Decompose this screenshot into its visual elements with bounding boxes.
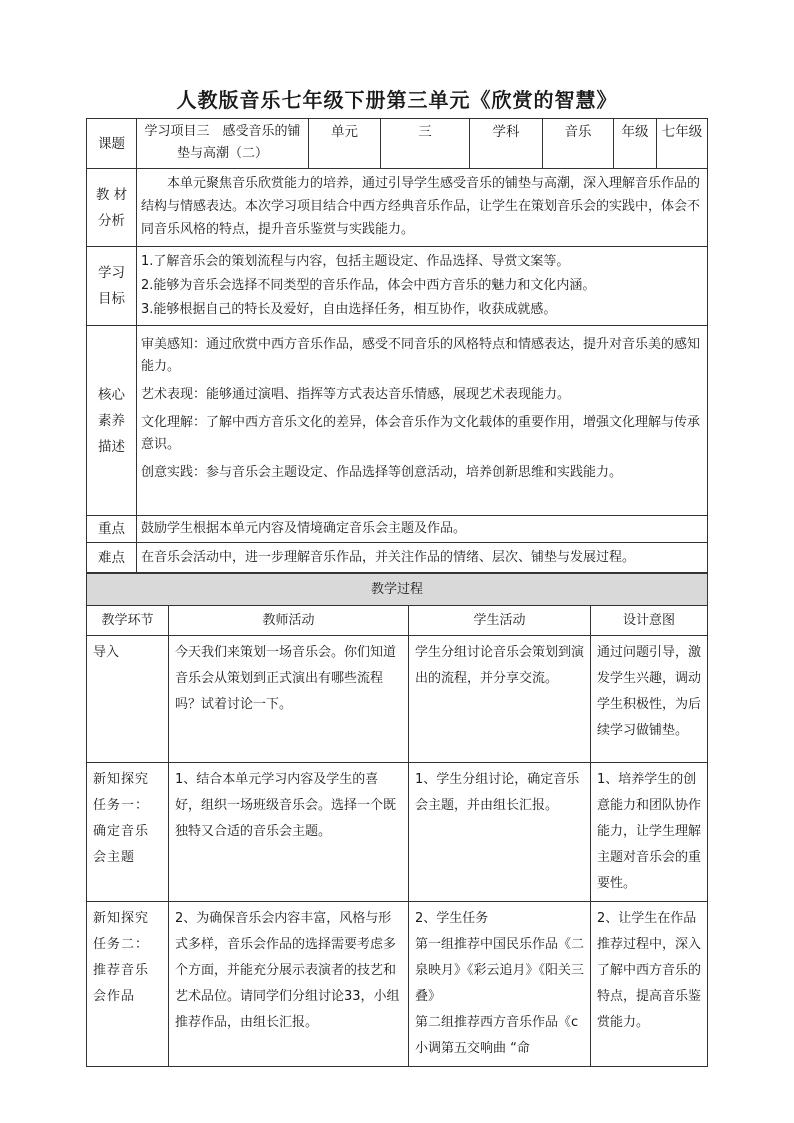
difficulty-label: 难点 xyxy=(87,543,137,573)
unit-value: 三 xyxy=(381,119,470,169)
table-row xyxy=(87,902,708,1067)
difficulty-text: 在音乐会活动中，进一步理解音乐作品，并关注作品的情绪、层次、铺垫与发展过程。 xyxy=(137,543,708,573)
analysis-text: 本单元聚焦音乐欣赏能力的培养，通过引导学生感受音乐的铺垫与高潮，深入理解音乐作品的结构与情感表达。本次学习项目结合中西方经典音乐作品，让学生在策划音乐会的实践中，体会不同音乐风格的特点，提升音乐鉴赏与实践能力。 xyxy=(137,169,708,247)
objectives-list xyxy=(137,247,708,326)
core-item: 文化理解：了解中西方音乐文化的差异，体会音乐作为文化载体的重要作用，增强文化理解与传承意识。 xyxy=(141,415,701,452)
core-list xyxy=(137,326,708,516)
table-row xyxy=(87,763,708,902)
key-label: 重点 xyxy=(87,516,137,543)
column-header: 学生活动 xyxy=(409,606,591,636)
stage-cell: 新知探究任务一：确定音乐会主题 xyxy=(87,763,169,902)
process-table xyxy=(86,573,708,1067)
stage-cell: 新知探究任务二：推荐音乐会作品 xyxy=(87,902,169,1067)
process-header: 教学过程 xyxy=(87,574,708,606)
grade-label: 年级 xyxy=(614,119,657,169)
column-header: 教学环节 xyxy=(87,606,169,636)
stage-cell: 导入 xyxy=(87,636,169,763)
unit-label: 单元 xyxy=(309,119,381,169)
core-item: 艺术表现：能够通过演唱、指挥等方式表达音乐情感，展现艺术表现能力。 xyxy=(141,387,571,402)
student-cell: 2、学生任务 第一组推荐中国民乐作品《二泉映月》《彩云追月》《阳关三叠》 第二组推荐西方音乐作品《c 小调第五交响曲 “命 xyxy=(409,902,591,1067)
key-text: 鼓励学生根据本单元内容及情境确定音乐会主题及作品。 xyxy=(137,516,708,543)
objective-item: 1.了解音乐会的策划流程与内容，包括主题设定、作品选择、导赏文案等。 xyxy=(141,254,570,269)
topic-value: 学习项目三 感受音乐的铺垫与高潮（二） xyxy=(137,119,309,169)
core-item: 审美感知：通过欣赏中西方音乐作品，感受不同音乐的风格特点和情感表达，提升对音乐美的感知能力。 xyxy=(141,337,701,374)
core-item: 创意实践：参与音乐会主题设定、作品选择等创意活动，培养创新思维和实践能力。 xyxy=(141,465,623,480)
lesson-info-table xyxy=(86,118,708,573)
student-cell: 1、学生分组讨论，确定音乐会主题，并由组长汇报。 xyxy=(409,763,591,902)
intent-cell: 1、培养学生的创意能力和团队协作能力，让学生理解主题对音乐会的重要性。 xyxy=(591,763,708,902)
intent-cell: 2、让学生在作品推荐过程中，深入了解中西方音乐的特点，提高音乐鉴赏能力。 xyxy=(591,902,708,1067)
objective-item: 3.能够根据自己的特长及爱好，自由选择任务，相互协作，收获成就感。 xyxy=(141,302,557,317)
teacher-cell: 1、结合本单元学习内容及学生的喜好，组织一场班级音乐会。选择一个既独特又合适的音乐会主题。 xyxy=(169,763,409,902)
objectives-label: 学习 目标 xyxy=(87,247,137,326)
column-header: 教师活动 xyxy=(169,606,409,636)
student-cell: 学生分组讨论音乐会策划到演出的流程，并分享交流。 xyxy=(409,636,591,763)
objective-item: 2.能够为音乐会选择不同类型的音乐作品，体会中西方音乐的魅力和文化内涵。 xyxy=(141,278,596,293)
subject-label: 学科 xyxy=(470,119,543,169)
grade-value: 七年级 xyxy=(657,119,708,169)
table-row xyxy=(87,636,708,763)
page-title: 人教版音乐七年级下册第三单元《欣赏的智慧》 xyxy=(176,88,618,112)
intent-cell: 通过问题引导，激发学生兴趣，调动学生积极性，为后续学习做铺垫。 xyxy=(591,636,708,763)
subject-value: 音乐 xyxy=(543,119,614,169)
core-label: 核心 素养 描述 xyxy=(87,326,137,516)
teacher-cell: 2、为确保音乐会内容丰富，风格与形式多样，音乐会作品的选择需要考虑多个方面，并能充分展示表演者的技艺和艺术品位。请同学们分组讨论33，小组推荐作品，由组长汇报。 xyxy=(169,902,409,1067)
column-header: 设计意图 xyxy=(591,606,708,636)
topic-label: 课题 xyxy=(87,119,137,169)
analysis-label: 教 材 分析 xyxy=(87,169,137,247)
teacher-cell: 今天我们来策划一场音乐会。你们知道音乐会从策划到正式演出有哪些流程吗？试着讨论一下。 xyxy=(169,636,409,763)
